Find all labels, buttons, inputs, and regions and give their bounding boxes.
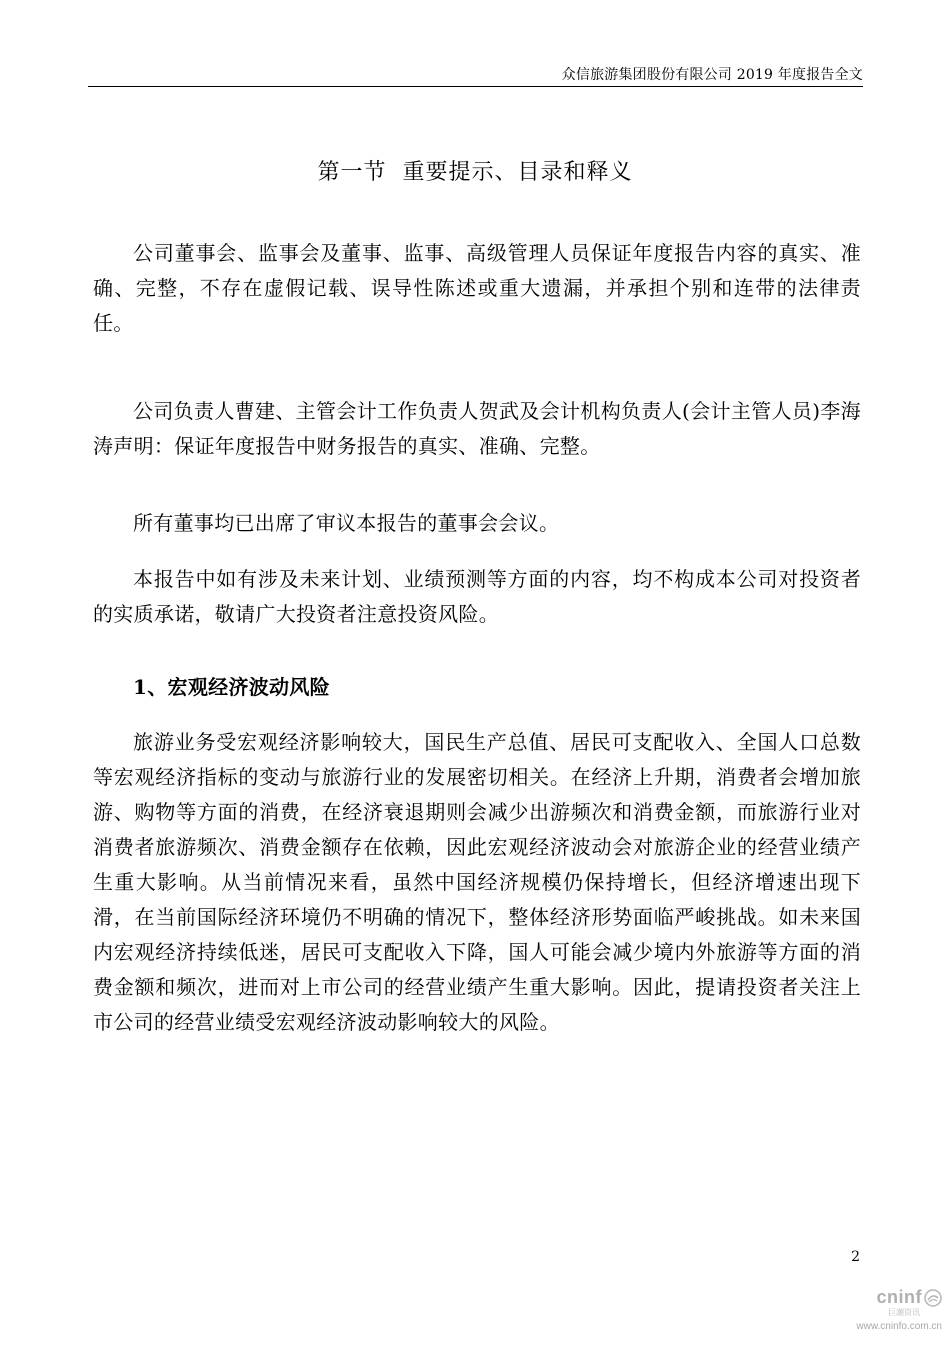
heading-text: 1、宏观经济波动风险 [133, 675, 330, 699]
paragraph-text: 所有董事均已出席了审议本报告的董事会会议。 [133, 511, 560, 535]
cninfo-logo-icon [924, 1289, 942, 1307]
header-divider [88, 86, 863, 87]
watermark-url: www.cninfo.com.cn [856, 1321, 942, 1332]
paragraph-directors-attendance [93, 506, 861, 541]
paragraph-text: 本报告中如有涉及未来计划、业绩预测等方面的内容，均不构成本公司对投资者的实质承诺，敬请广大投资者注意投资风险。 [93, 567, 861, 626]
cninfo-watermark [822, 1287, 942, 1337]
watermark-logo-text: cninf [876, 1287, 922, 1307]
paragraph-board-guarantee [93, 236, 861, 341]
paragraph-forward-looking [93, 562, 861, 632]
watermark-subtitle: 巨潮资讯 [888, 1308, 920, 1317]
paragraph-macro-risk [93, 725, 861, 1040]
paragraph-officer-statement [93, 394, 861, 464]
paragraph-text: 旅游业务受宏观经济影响较大，国民生产总值、居民可支配收入、全国人口总数等宏观经济指标的变动与旅游行业的发展密切相关。在经济上升期，消费者会增加旅游、购物等方面的消费，在经济衰退期则会减少出游频次和消费金额，而旅游行业对消费者旅游频次、消费金额存在依赖，因此宏观经济波动会对旅游企业的经营业绩产生重大影响。从当前情况来看，虽然中国经济规模仍保持增长，但经济增速出现下滑，在当前国际经济环境仍不明确的情况下，整体经济形势面临严峻挑战。如未来国内宏观经济持续低迷，居民可支配收入下降，国人可能会减少境内外旅游等方面的消费金额和频次，进而对上市公司的经营业绩产生重大影响。因此，提请投资者关注上市公司的经营业绩受宏观经济波动影响较大的风险。 [93, 730, 861, 1034]
risk-heading-macro [93, 670, 861, 705]
section-title: 第一节 重要提示、目录和释义 [317, 160, 633, 185]
paragraph-text: 公司负责人曹建、主管会计工作负责人贺武及会计机构负责人(会计主管人员)李海涛声明：保证年度报告中财务报告的真实、准确、完整。 [93, 399, 861, 458]
page-number: 2 [851, 1249, 860, 1265]
paragraph-text: 公司董事会、监事会及董事、监事、高级管理人员保证年度报告内容的真实、准确、完整，不存在虚假记载、误导性陈述或重大遗漏，并承担个别和连带的法律责任。 [93, 241, 861, 335]
running-header: 众信旅游集团股份有限公司 2019 年度报告全文 [561, 67, 863, 83]
